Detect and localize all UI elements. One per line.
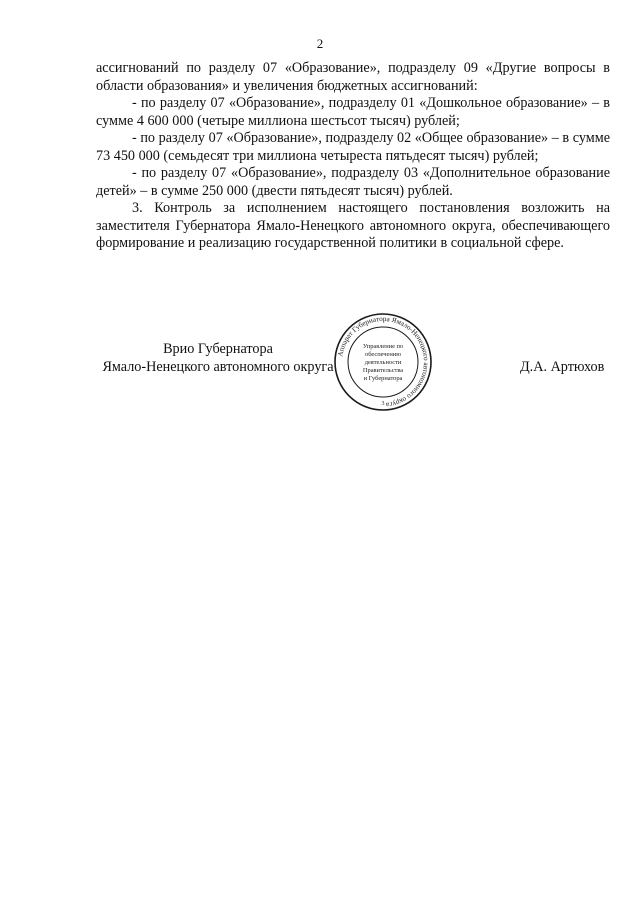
paragraph-allocations-intro: ассигнований по разделу 07 «Образование», подразделу 09 «Другие вопросы в области образования» и увеличения бюджетных ассигнований: [96,60,610,94]
stamp-center-line-3: деятельности [364,359,402,366]
stamp-center-line-2: обеспечению [365,351,401,358]
signatory-title [96,340,340,376]
page-number: 2 [316,36,324,51]
paragraph-control-clause: 3. Контроль за исполнением настоящего постановления возложить на заместителя Губернатора Ямало-Ненецкого автономного округа, обеспечивающего формирование и реализацию государственной политики в социальной сфере. [96,200,610,251]
official-seal-stamp [333,312,433,412]
signatory-name: Д.А. Артюхов [520,359,605,375]
signature-block [0,314,640,450]
stamp-center-line-4: Правительства [362,367,404,374]
signatory-title-line2: Ямало-Ненецкого автономного округа [102,359,334,375]
paragraph-additional-education: - по разделу 07 «Образование», подразделу 03 «Дополнительное образование детей» – в сумме 250 000 (двести пятьдесят тысяч) рублей. [96,165,610,199]
stamp-center-line-5: и Губернатора [363,375,403,382]
stamp-center-line-1: Управление по [362,343,404,350]
stamp-number: 3 [381,401,385,407]
signatory-title-line1: Врио Губернатора [163,341,273,357]
paragraph-preschool-education: - по разделу 07 «Образование», подразделу 01 «Дошкольное образование» – в сумме 4 600 000 (четыре миллиона шестьсот тысяч) рублей; [96,95,610,129]
paragraph-general-education: - по разделу 07 «Образование», подразделу 02 «Общее образование» – в сумме 73 450 000 (семьдесят три миллиона четыреста пятьдесят тысяч) рублей; [96,130,610,164]
stamp-ring-text: Аппарат Губернатора Ямало-Ненецкого автономного округа [336,314,431,409]
document-body [96,60,610,253]
